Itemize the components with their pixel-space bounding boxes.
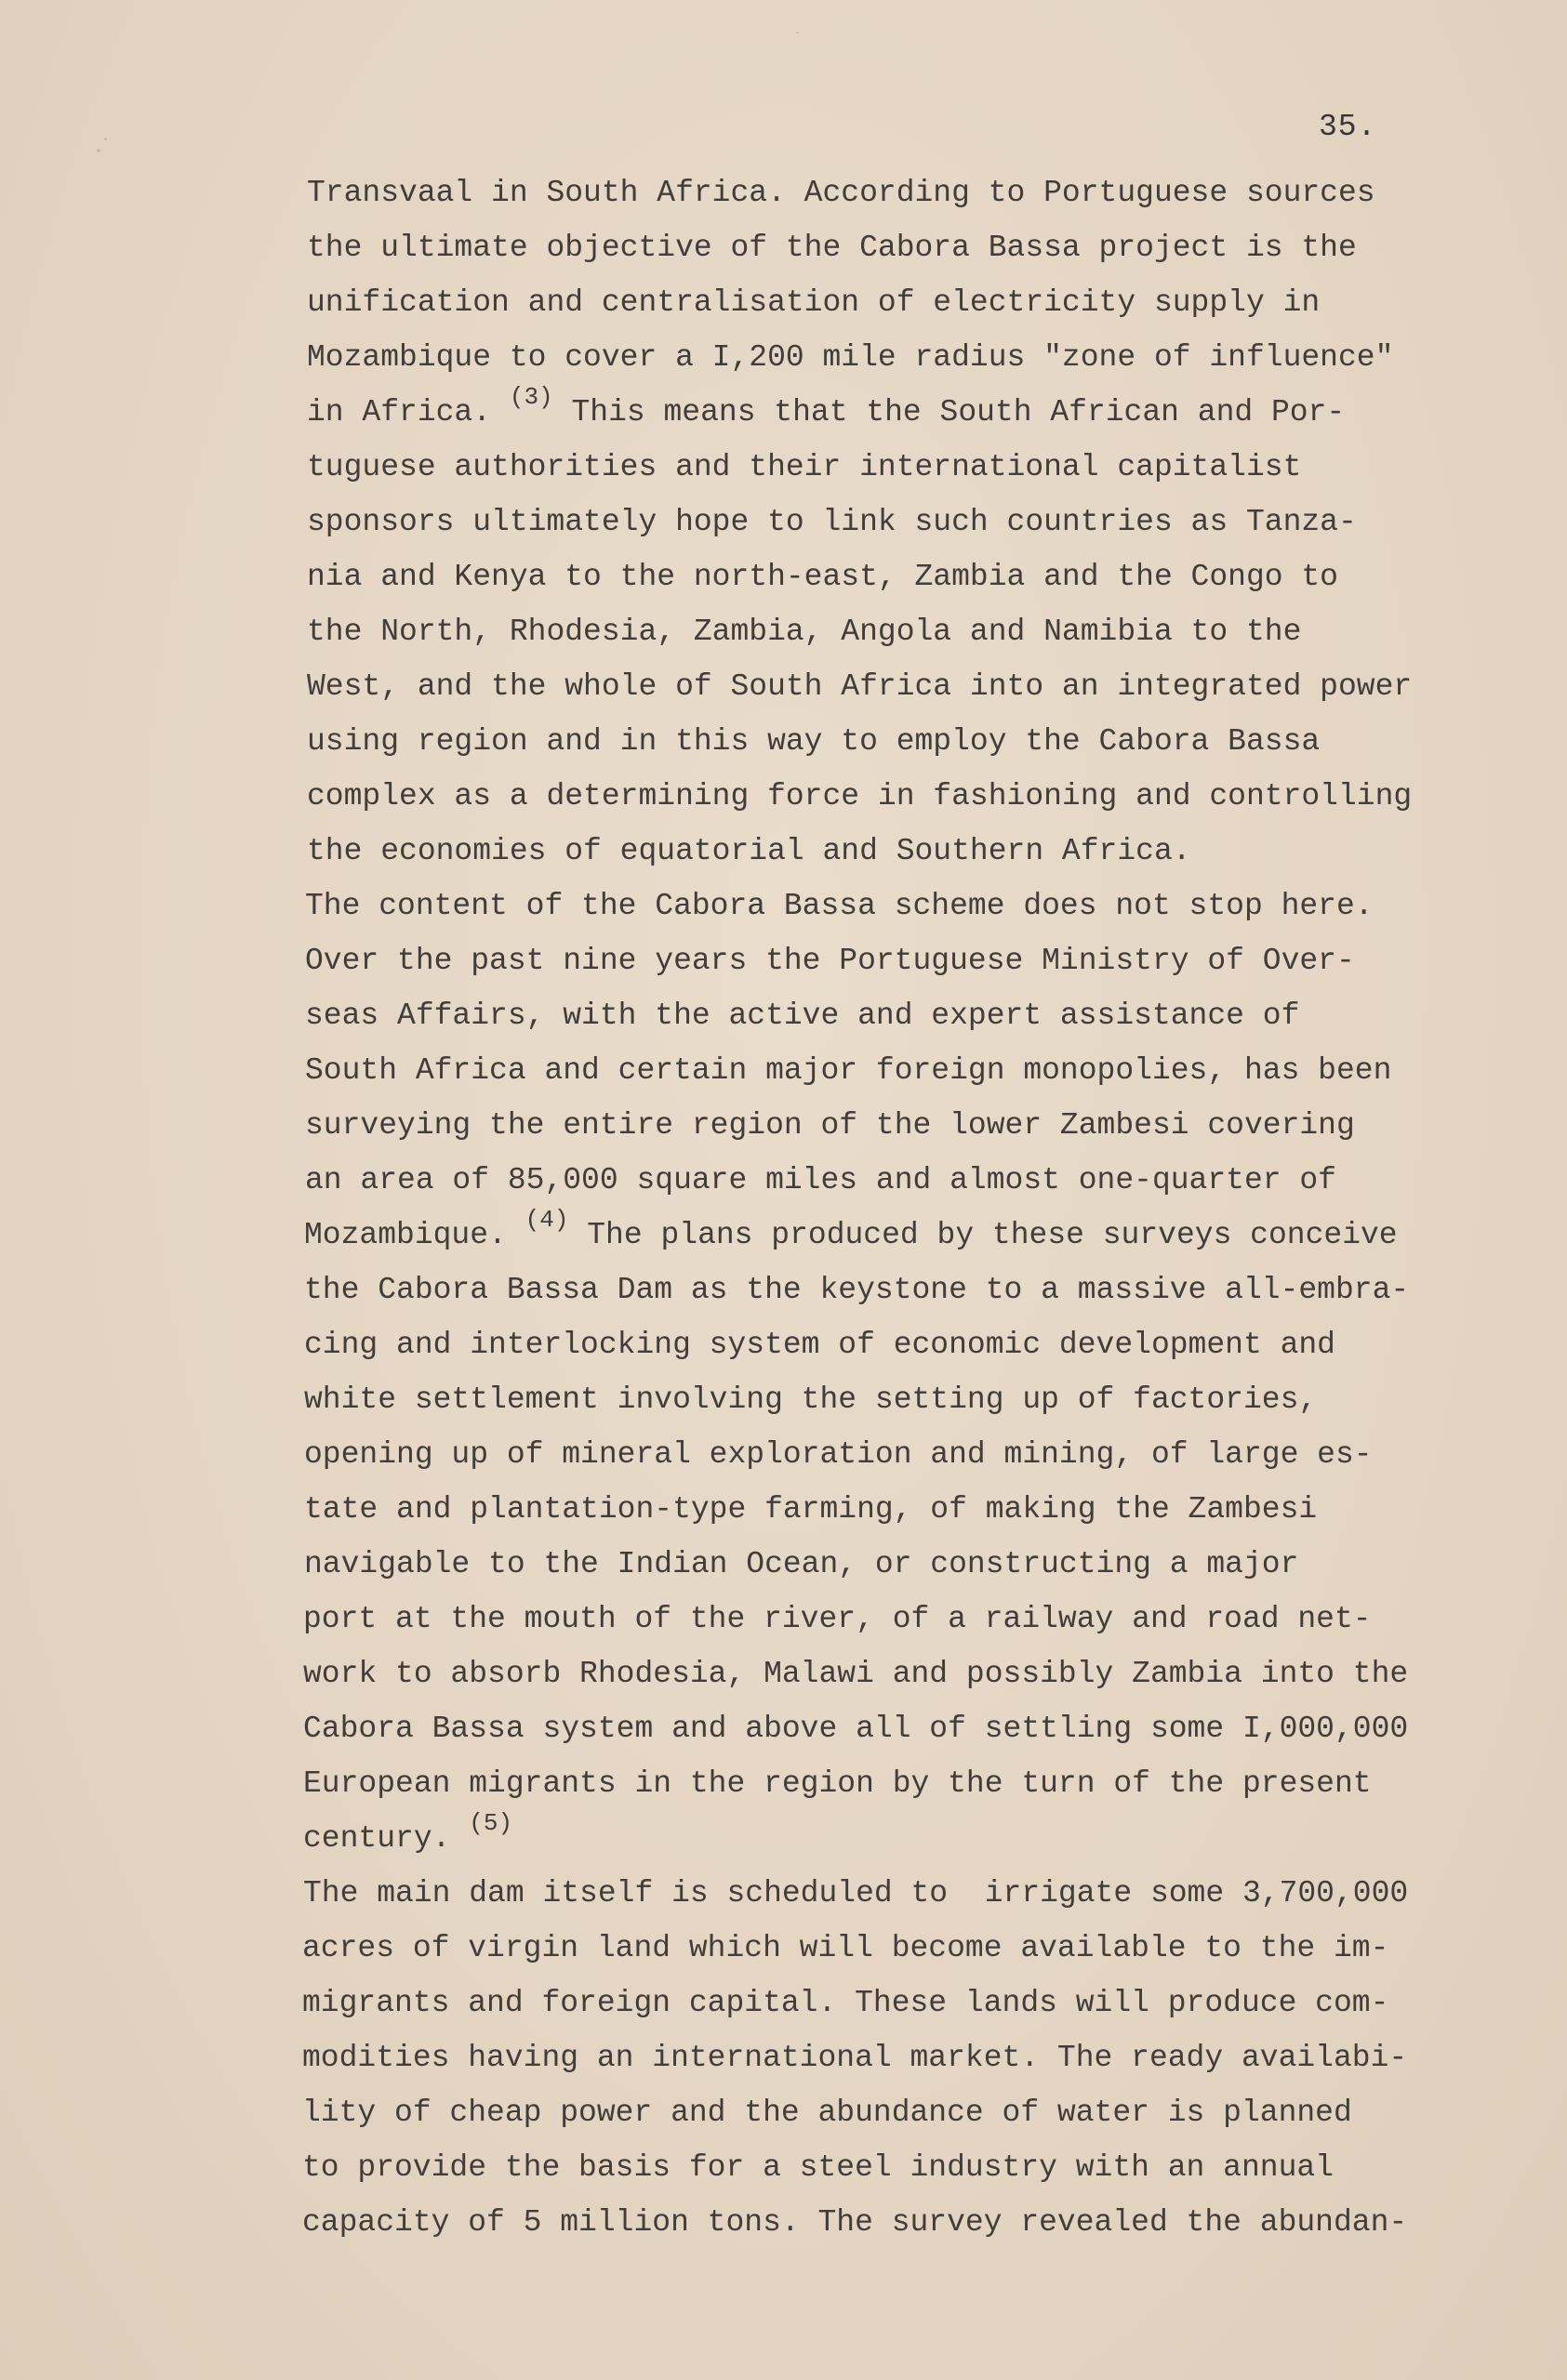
text-line: unification and centralisation of electricity supply in [307,285,1321,320]
text-line [307,385,1516,440]
text-line [304,1208,1513,1263]
text-line: seas Affairs, with the active and expert assistance of [305,998,1300,1033]
text-segment: in Africa. [307,395,510,430]
footnote-marker: (5) [469,1809,513,1837]
text-line: complex as a determining force in fashioning and controlling [307,779,1413,813]
text-segment: This means that the South African and Por- [552,395,1346,430]
page-number: 35. [1319,110,1377,144]
text-line [303,1811,1512,1866]
text-segment: century. [303,1821,470,1856]
body-text [302,165,1516,2250]
text-line: work to absorb Rhodesia, Malawi and possibly Zambia into the [303,1657,1409,1691]
text-line: sponsors ultimately hope to link such countries as Tanza- [307,505,1357,539]
text-line: The main dam itself is scheduled to irrigate some 3,700,000 [303,1876,1409,1911]
paper-speck [104,138,107,140]
text-line: navigable to the Indian Ocean, or constructing a major [304,1547,1299,1581]
text-line: using region and in this way to employ the Cabora Bassa [307,724,1321,759]
text-line: Mozambique to cover a I,200 mile radius "zone of influence" [307,340,1394,375]
text-line: The content of the Cabora Bassa scheme does not stop here. [305,889,1374,923]
footnote-marker: (3) [509,383,553,411]
text-line: Over the past nine years the Portuguese Ministry of Over- [305,944,1355,978]
text-line: migrants and foreign capital. These lands will produce com- [302,1986,1389,2020]
text-segment: The plans produced by these surveys conceive [568,1218,1398,1252]
text-line: modities having an international market. The ready availabi- [302,2041,1408,2075]
paper-speck [796,32,799,33]
text-line: West, and the whole of South Africa into an integrated power [307,669,1413,704]
text-line: opening up of mineral exploration and mining, of large es- [304,1437,1373,1472]
text-line: the ultimate objective of the Cabora Bassa project is the [307,231,1357,265]
text-line: European migrants in the region by the turn of the present [303,1766,1372,1801]
text-line: the economies of equatorial and Southern Africa. [307,834,1191,868]
text-segment: Mozambique. [304,1218,525,1252]
text-line: to provide the basis for a steel industry with an annual [302,2150,1334,2185]
text-line: Cabora Bassa system and above all of settling some I,000,000 [303,1712,1409,1746]
text-line: surveying the entire region of the lower Zambesi covering [305,1108,1355,1143]
text-line: an area of 85,000 square miles and almost one-quarter of [305,1163,1336,1197]
text-line: the North, Rhodesia, Zambia, Angola and Namibia to the [307,615,1302,649]
text-line: capacity of 5 million tons. The survey revealed the abundan- [302,2205,1408,2240]
text-line: cing and interlocking system of economic development and [304,1328,1335,1362]
text-line: acres of virgin land which will become available to the im- [302,1931,1389,1965]
text-line: port at the mouth of the river, of a railway and road net- [303,1602,1372,1636]
text-line: the Cabora Bassa Dam as the keystone to a massive all-embra- [304,1273,1410,1307]
text-line: lity of cheap power and the abundance of water is planned [302,2096,1352,2130]
text-line: white settlement involving the setting up of factories, [304,1382,1318,1417]
text-line: Transvaal in South Africa. According to Portuguese sources [307,176,1375,210]
text-line: South Africa and certain major foreign monopolies, has been [305,1053,1392,1088]
footnote-marker: (4) [525,1206,569,1234]
text-line: tate and plantation-type farming, of making the Zambesi [304,1492,1318,1527]
text-line: nia and Kenya to the north-east, Zambia and the Congo to [307,560,1338,594]
text-line: tuguese authorities and their international capitalist [307,450,1302,484]
paper-speck [97,149,100,152]
